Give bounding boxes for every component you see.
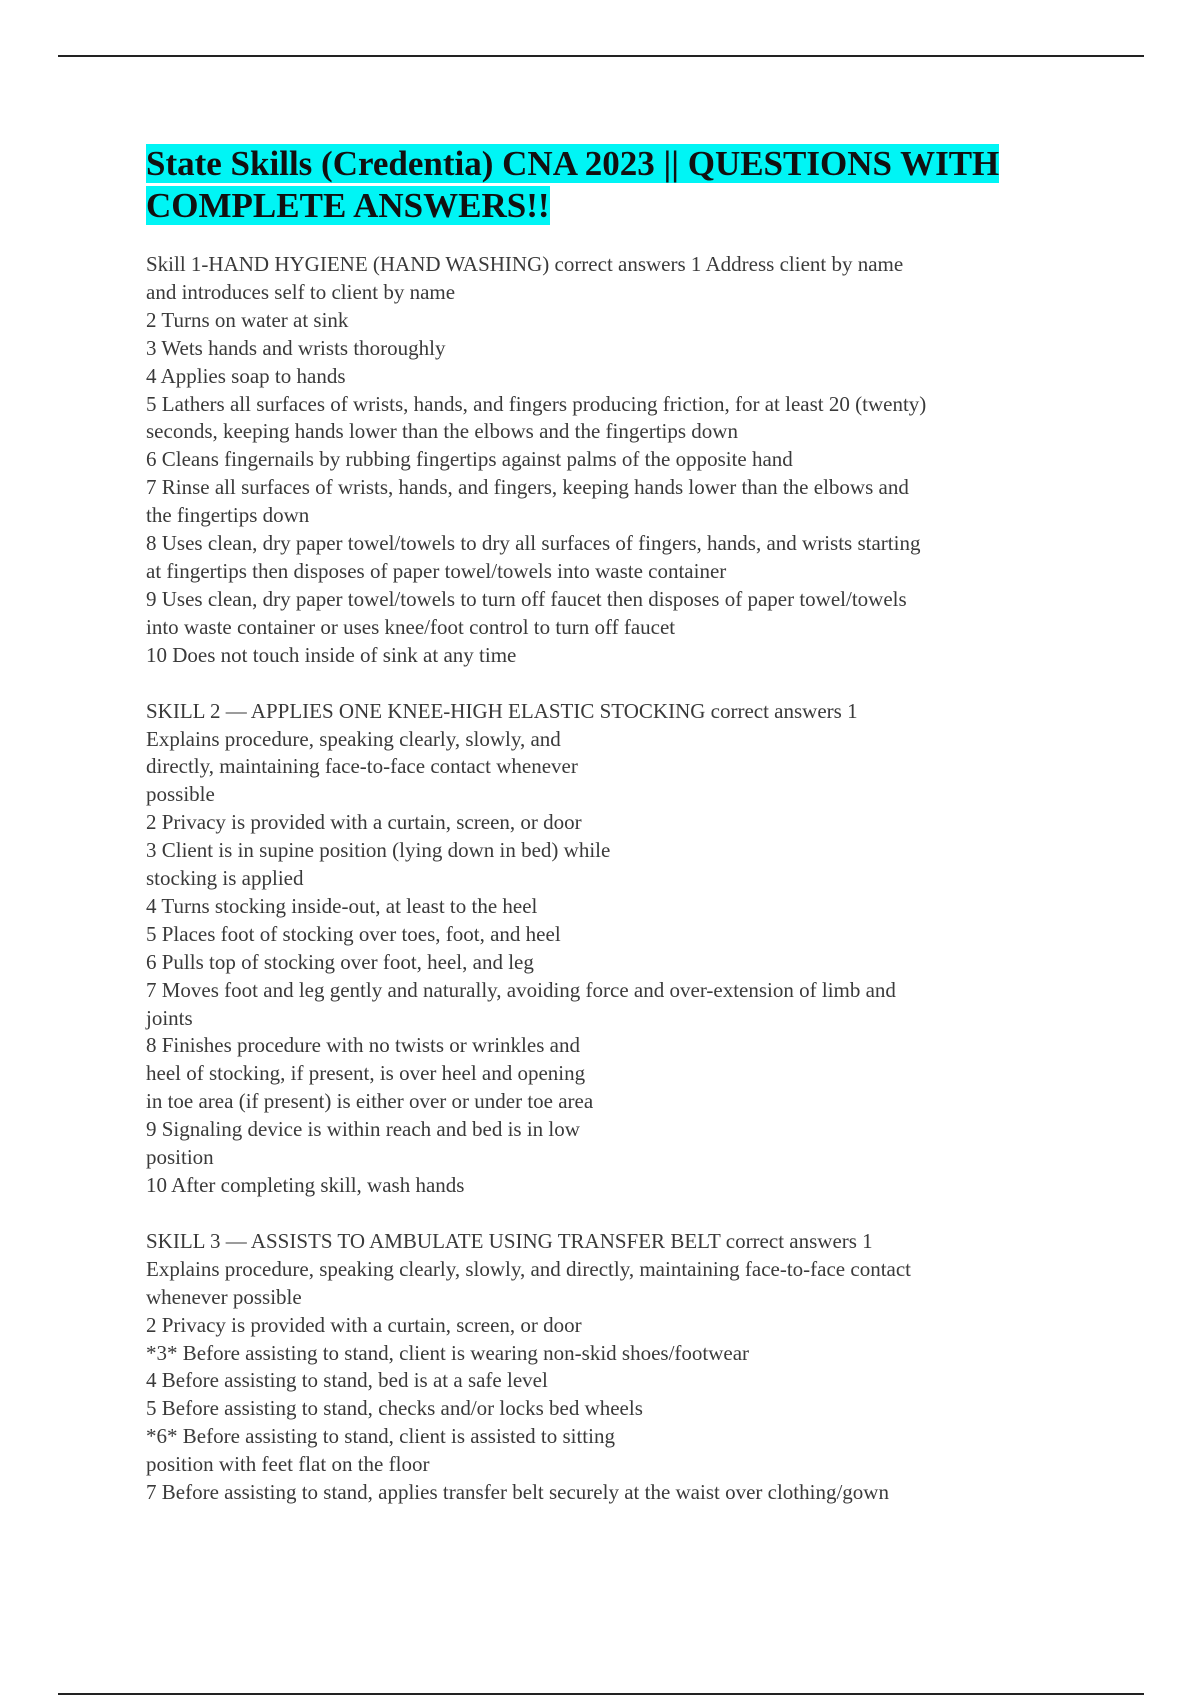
- text-line: SKILL 2 — APPLIES ONE KNEE-HIGH ELASTIC STOCKING correct answers 1: [146, 698, 858, 723]
- text-line: heel of stocking, if present, is over heel and opening: [146, 1061, 586, 1086]
- skill-2-section: [146, 698, 1066, 1200]
- top-rule: [58, 55, 1144, 57]
- document-body: [146, 143, 1066, 1507]
- text-line: 7 Moves foot and leg gently and naturally, avoiding force and over-extension of limb and: [146, 977, 896, 1002]
- bottom-rule: [58, 1693, 1144, 1695]
- text-line: 9 Uses clean, dry paper towel/towels to turn off faucet then disposes of paper towel/towels: [146, 586, 907, 611]
- text-line: 6 Cleans fingernails by rubbing fingertips against palms of the opposite hand: [146, 447, 793, 472]
- skill-3-section: [146, 1228, 1066, 1507]
- text-line: and introduces self to client by name: [146, 279, 456, 304]
- text-line: 10 Does not touch inside of sink at any time: [146, 642, 517, 667]
- text-line: 5 Lathers all surfaces of wrists, hands, and fingers producing friction, for at least 20 (twenty): [146, 391, 927, 416]
- text-line: Explains procedure, speaking clearly, slowly, and: [146, 726, 561, 751]
- title-highlight: State Skills (Credentia) CNA 2023 || QUESTIONS WITH COMPLETE ANSWERS!!: [146, 144, 1000, 225]
- text-line: stocking is applied: [146, 866, 304, 891]
- text-line: 3 Client is in supine position (lying down in bed) while: [146, 838, 611, 863]
- text-line: Explains procedure, speaking clearly, slowly, and directly, maintaining face-to-face contact: [146, 1256, 912, 1281]
- text-line: *3* Before assisting to stand, client is wearing non-skid shoes/footwear: [146, 1340, 750, 1365]
- text-line: directly, maintaining face-to-face contact whenever: [146, 754, 578, 779]
- text-line: 5 Before assisting to stand, checks and/or locks bed wheels: [146, 1396, 643, 1421]
- text-line: 8 Finishes procedure with no twists or wrinkles and: [146, 1033, 580, 1058]
- text-line: 2 Privacy is provided with a curtain, screen, or door: [146, 810, 582, 835]
- text-line: SKILL 3 — ASSISTS TO AMBULATE USING TRANSFER BELT correct answers 1: [146, 1228, 873, 1253]
- text-line: 8 Uses clean, dry paper towel/towels to dry all surfaces of fingers, hands, and wrists starting: [146, 531, 921, 556]
- text-line: 4 Applies soap to hands: [146, 363, 346, 388]
- text-line: into waste container or uses knee/foot control to turn off faucet: [146, 614, 676, 639]
- text-line: 2 Privacy is provided with a curtain, screen, or door: [146, 1312, 582, 1337]
- text-line: 4 Before assisting to stand, bed is at a safe level: [146, 1368, 548, 1393]
- skill-1-section: [146, 251, 1066, 670]
- text-line: position with feet flat on the floor: [146, 1452, 430, 1477]
- text-line: joints: [146, 1005, 193, 1030]
- text-line: 5 Places foot of stocking over toes, foot, and heel: [146, 921, 561, 946]
- text-line: 4 Turns stocking inside-out, at least to the heel: [146, 893, 538, 918]
- text-line: 3 Wets hands and wrists thoroughly: [146, 335, 446, 360]
- text-line: 10 After completing skill, wash hands: [146, 1173, 465, 1197]
- text-line: at fingertips then disposes of paper towel/towels into waste container: [146, 558, 727, 583]
- text-line: possible: [146, 782, 215, 807]
- text-line: whenever possible: [146, 1284, 302, 1309]
- text-line: in toe area (if present) is either over or under toe area: [146, 1089, 594, 1114]
- text-line: 9 Signaling device is within reach and bed is in low: [146, 1117, 580, 1142]
- text-line: 7 Before assisting to stand, applies transfer belt securely at the waist over clothing/gown: [146, 1480, 889, 1505]
- document-title: [146, 143, 1066, 227]
- text-line: Skill 1-HAND HYGIENE (HAND WASHING) correct answers 1 Address client by name: [146, 252, 904, 276]
- text-line: the fingertips down: [146, 503, 310, 528]
- text-line: seconds, keeping hands lower than the elbows and the fingertips down: [146, 419, 738, 444]
- text-line: *6* Before assisting to stand, client is assisted to sitting: [146, 1424, 615, 1449]
- text-line: 2 Turns on water at sink: [146, 307, 349, 332]
- text-line: 6 Pulls top of stocking over foot, heel, and leg: [146, 949, 534, 974]
- text-line: 7 Rinse all surfaces of wrists, hands, and fingers, keeping hands lower than the elbows and: [146, 475, 909, 500]
- text-line: position: [146, 1145, 214, 1170]
